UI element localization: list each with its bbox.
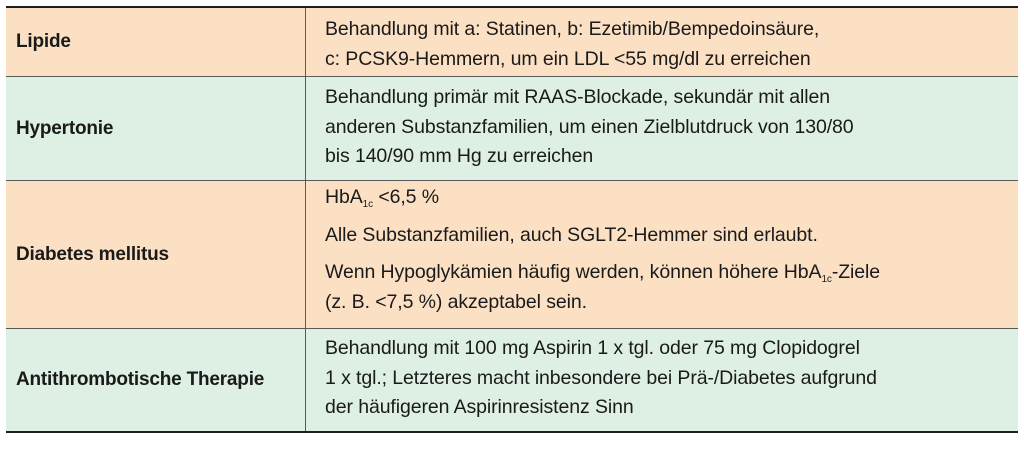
hypoglycemia-note: Wenn Hypoglykämien häufig werden, können höhere HbA$_{1c}$-Ziele (z. B. <7,5 %) akzeptabel sein. [325, 261, 880, 313]
table-row-antithrombotisch [6, 328, 1018, 431]
therapy-table [6, 6, 1018, 433]
row-content [306, 329, 1018, 431]
content-line: bis 140/90 mm Hg zu erreichen [325, 145, 594, 167]
content-line: 1 x tgl.; Letzteres macht inbesondere bei Prä-/Diabetes aufgrund [325, 366, 877, 389]
table-row-hypertonie [6, 76, 1018, 180]
content-line: Behandlung primär mit RAAS-Blockade, sekundär mit allen [325, 86, 830, 108]
table-row-lipide [6, 8, 1018, 76]
row-label: Hypertonie [6, 77, 306, 180]
substance-note: Alle Substanzfamilien, auch SGLT2-Hemmer sind erlaubt. [325, 223, 818, 246]
content-line: anderen Substanzfamilien, um einen Zielblutdruck von 130/80 [325, 115, 854, 138]
row-label: Antithrombotische Therapie [6, 329, 306, 431]
content-line: Behandlung mit 100 mg Aspirin 1 x tgl. oder 75 mg Clopidogrel [325, 337, 860, 359]
content-line: Behandlung mit a: Statinen, b: Ezetimib/Bempedoinsäure, [325, 18, 820, 40]
row-label: Lipide [6, 8, 306, 76]
table-row-diabetes [6, 180, 1018, 328]
content-line: der häufigeren Aspirinresistenz Sinn [325, 396, 634, 418]
row-content [306, 181, 1018, 328]
row-content [306, 77, 1018, 180]
content-line: c: PCSK9-Hemmern, um ein LDL <55 mg/dl zu erreichen [325, 47, 811, 70]
row-label: Diabetes mellitus [6, 181, 306, 328]
hba1c-target: HbA$_{1c}$ <6,5 % [325, 186, 439, 210]
row-content [306, 8, 1018, 76]
